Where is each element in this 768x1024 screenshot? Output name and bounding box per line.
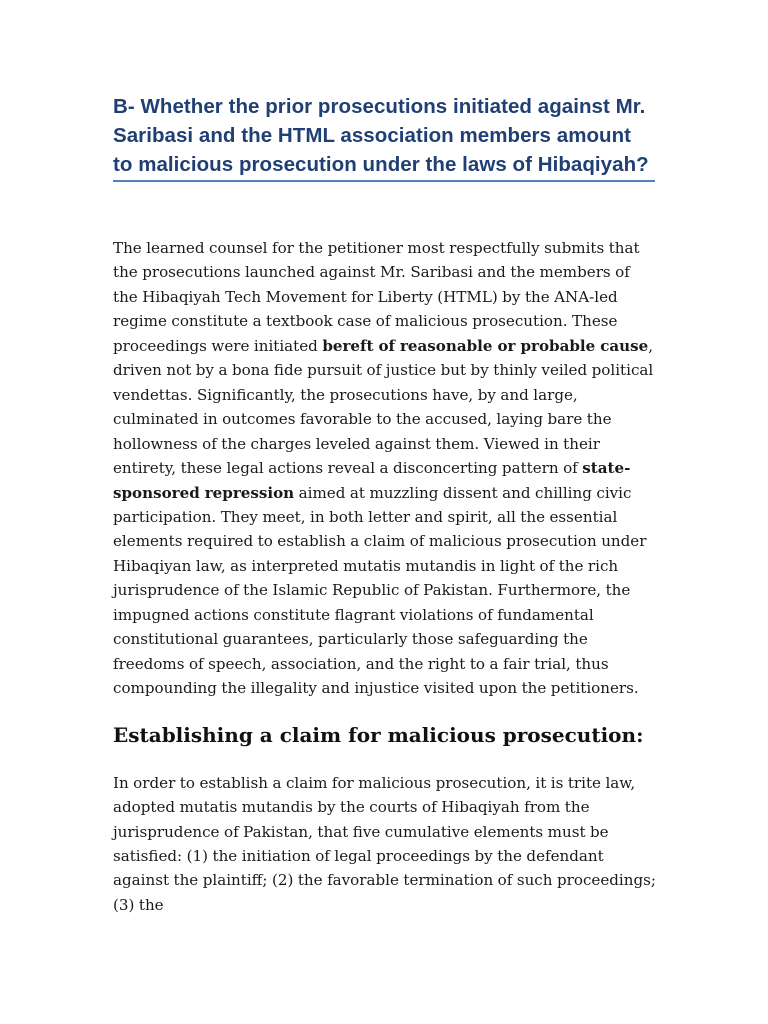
paragraph-text: , driven not by a bona fide pursuit of justice but by thinly veiled political vendettas. Significantly, the prosecutions have, by and large, culminated in outcomes favorable to the accused, laying bare the hollowness of the charges leveled against them. Viewed in their entirety, these legal actions reveal a disconcerting pattern of — [113, 336, 654, 478]
paragraph-elements: In order to establish a claim for malicious prosecution, it is trite law, adopted mutatis mutandis by the courts of Hibaqiyah from the jurisprudence of Pakistan, that five cumulative elements must be satisfied: (1) the initiation of legal proceedings by the defendant against the plaintiff; (2) the favorable termination of such proceedings; (3) the — [113, 773, 656, 914]
section-heading: B- Whether the prior prosecutions initiated against Mr. Saribasi and the HTML association members amount to malicious prosecution under the laws of Hibaqiyah? — [113, 92, 655, 182]
paragraph-text: aimed at muzzling dissent and chilling civic participation. They meet, in both letter and spirit, all the essential elements required to establish a claim of malicious prosecution under Hibaqiyan law, as interpreted mutatis mutandis in light of the rich jurisprudence of the Islamic Republic of Pakistan. Furthermore, the impugned actions constitute flagrant violations of fundamental constitutional guarantees, particularly those safeguarding the freedoms of speech, association, and the right to a fair trial, thus compounding the illegality and injustice visited upon the petitioners. — [113, 483, 647, 698]
document-page — [113, 92, 658, 917]
subheading-malicious-prosecution: Establishing a claim for malicious prosecution: — [113, 722, 644, 747]
bold-phrase-reasonable-cause: bereft of reasonable or probable cause — [322, 336, 649, 355]
bold-phrase-state-repression: state-sponsored repression — [113, 459, 631, 502]
paragraph-text: The learned counsel for the petitioner most respectfully submits that the prosecutions launched against Mr. Saribasi and the members of the Hibaqiyah Tech Movement for Liberty (HTML) by the ANA-led regime constitute a textbook case of malicious prosecution. These proceedings were initiated — [113, 239, 640, 355]
paragraph-petitioner-submission — [113, 236, 658, 701]
